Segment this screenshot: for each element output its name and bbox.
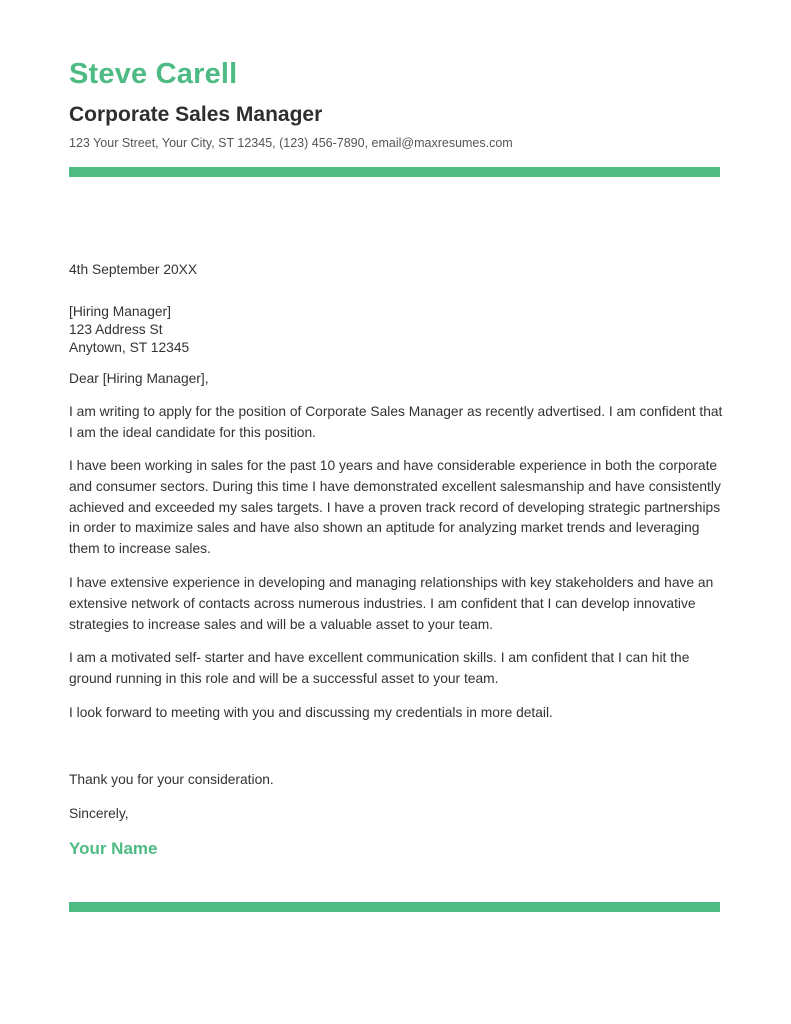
recipient-street: 123 Address St xyxy=(69,321,163,337)
recipient-address xyxy=(69,303,729,356)
signoff: Sincerely, xyxy=(69,806,129,821)
body-paragraph: I have extensive experience in developing and managing relationships with key stakeholders and have an extensive network of contacts across numerous industries. I am confident that I can develop innovative strategies to increase sales and will be a valuable asset to your team. xyxy=(69,575,714,632)
salutation: Dear [Hiring Manager], xyxy=(69,371,209,386)
signature-name: Your Name xyxy=(69,839,158,858)
applicant-name: Steve Carell xyxy=(69,58,238,90)
closing-thanks: Thank you for your consideration. xyxy=(69,772,274,787)
letter-date: 4th September 20XX xyxy=(69,262,198,277)
body-paragraph: I am a motivated self- starter and have excellent communication skills. I am confident that I can hit the ground running in this role and will be a successful asset to your team. xyxy=(69,650,690,686)
footer-divider xyxy=(69,902,720,912)
body-paragraph: I look forward to meeting with you and discussing my credentials in more detail. xyxy=(69,705,553,720)
body-paragraph: I am writing to apply for the position of Corporate Sales Manager as recently advertised. I am confident that I am the ideal candidate for this position. xyxy=(69,404,723,440)
recipient-city: Anytown, ST 12345 xyxy=(69,339,190,355)
job-title: Corporate Sales Manager xyxy=(69,103,323,126)
recipient-name: [Hiring Manager] xyxy=(69,304,171,319)
body-paragraph: I have been working in sales for the past 10 years and have considerable experience in both the corporate and consumer sectors. During this time I have demonstrated excellent salesmanship and have consistently achieved and exceeded my sales targets. I have a proven track record of developing strategic partnerships in order to maximize sales and have also shown an aptitude for analyzing market trends and leveraging them to increase sales. xyxy=(69,458,721,557)
contact-info: 123 Your Street, Your City, ST 12345, (123) 456-7890, email@maxresumes.com xyxy=(69,136,513,150)
header-divider xyxy=(69,167,720,177)
